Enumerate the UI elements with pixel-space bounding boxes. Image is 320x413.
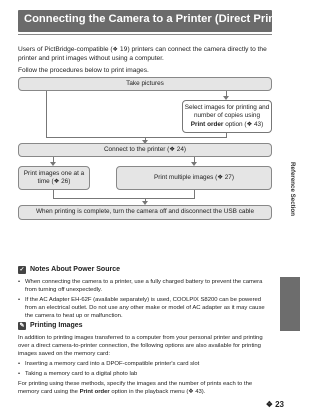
printing-paragraph-1: In addition to printing images transferred to a computer from your personal printer and printing over a direct camera-to-printer connection, the following options are also available for printing images saved on the memory card: bbox=[18, 335, 263, 357]
flow-step-take-pictures bbox=[18, 77, 272, 91]
procedure-flowchart bbox=[18, 77, 272, 259]
printing-images-heading bbox=[18, 322, 274, 330]
flow-step-print-multiple bbox=[116, 166, 272, 190]
notes-power-heading bbox=[18, 266, 274, 274]
printing-paragraph-2 bbox=[18, 380, 274, 396]
flow-step-complete bbox=[18, 205, 272, 220]
side-section-label: Reference Section bbox=[289, 162, 296, 216]
flow-label: When printing is complete, turn the camera off and disconnect the USB cable bbox=[36, 208, 254, 216]
flow-label: Print multiple images (❖ 27) bbox=[154, 173, 234, 181]
printing-images-section bbox=[18, 322, 274, 396]
note-icon: ✓ bbox=[19, 267, 25, 273]
list-item: • If the AC Adapter EH-62F (available separately) is used, COOLPIX S8200 can be powered from an electrical outlet. Do not use any other make or model of AC adapter as it may cause the camera to heat up or malfunction. bbox=[18, 296, 274, 320]
page-number: ❖ 23 bbox=[265, 400, 284, 409]
print-order-label: Print order bbox=[79, 389, 110, 395]
flow-connector bbox=[46, 137, 227, 138]
flow-label bbox=[191, 121, 264, 129]
print-order-label: Print order bbox=[190, 120, 224, 128]
flow-label-ref: option (❖ 43) bbox=[225, 120, 264, 128]
list-item: • When connecting the camera to a printer, use a fully charged battery to prevent the camera from turning off unexpectedly. bbox=[18, 278, 274, 294]
flow-step-connect bbox=[18, 143, 272, 157]
flow-connector bbox=[53, 190, 54, 198]
intro-text-part: ) printers can connect the camera directly to the printer and print images without using a computer. bbox=[18, 46, 267, 63]
pencil-icon: ✎ bbox=[19, 323, 25, 329]
heading-text: Notes About Power Source bbox=[30, 266, 120, 273]
flow-step-print-one bbox=[18, 166, 90, 190]
flow-step-select-images bbox=[182, 100, 272, 133]
page-ref: ❖ 19 bbox=[112, 46, 128, 53]
intro-paragraph-1 bbox=[18, 45, 274, 63]
flow-label: Select images for printing and number of copies using bbox=[184, 103, 270, 120]
side-tab bbox=[280, 277, 300, 331]
intro-text bbox=[18, 45, 274, 79]
para-text: For printing using these methods, specify the images and the number of prints each to the memory card using the bbox=[18, 381, 253, 395]
list-item: • Inserting a memory card into a DPOF-compatible printer's card slot bbox=[18, 360, 274, 368]
flow-connector bbox=[46, 91, 47, 137]
flow-label: Take pictures bbox=[126, 79, 164, 87]
intro-text-part: Users of PictBridge-compatible ( bbox=[18, 46, 113, 53]
flow-label: Connect to the printer (❖ 24) bbox=[103, 145, 187, 153]
heading-text: Printing Images bbox=[30, 322, 83, 329]
printing-options-list bbox=[18, 360, 274, 378]
flow-connector bbox=[53, 198, 195, 199]
notes-power-section bbox=[18, 266, 274, 322]
title-bar bbox=[18, 10, 283, 32]
notes-power-list bbox=[18, 278, 274, 320]
page-title: Connecting the Camera to a Printer (Direct Print) bbox=[24, 13, 283, 25]
list-item: • Taking a memory card to a digital photo lab bbox=[18, 370, 274, 378]
flow-connector bbox=[194, 190, 195, 198]
flow-label: Print images one at a time (❖ 26) bbox=[23, 169, 85, 185]
title-underline bbox=[18, 34, 272, 35]
para-text: option in the playback menu (❖ 43). bbox=[109, 389, 206, 395]
intro-paragraph-2: Follow the procedures below to print images. bbox=[18, 67, 149, 75]
